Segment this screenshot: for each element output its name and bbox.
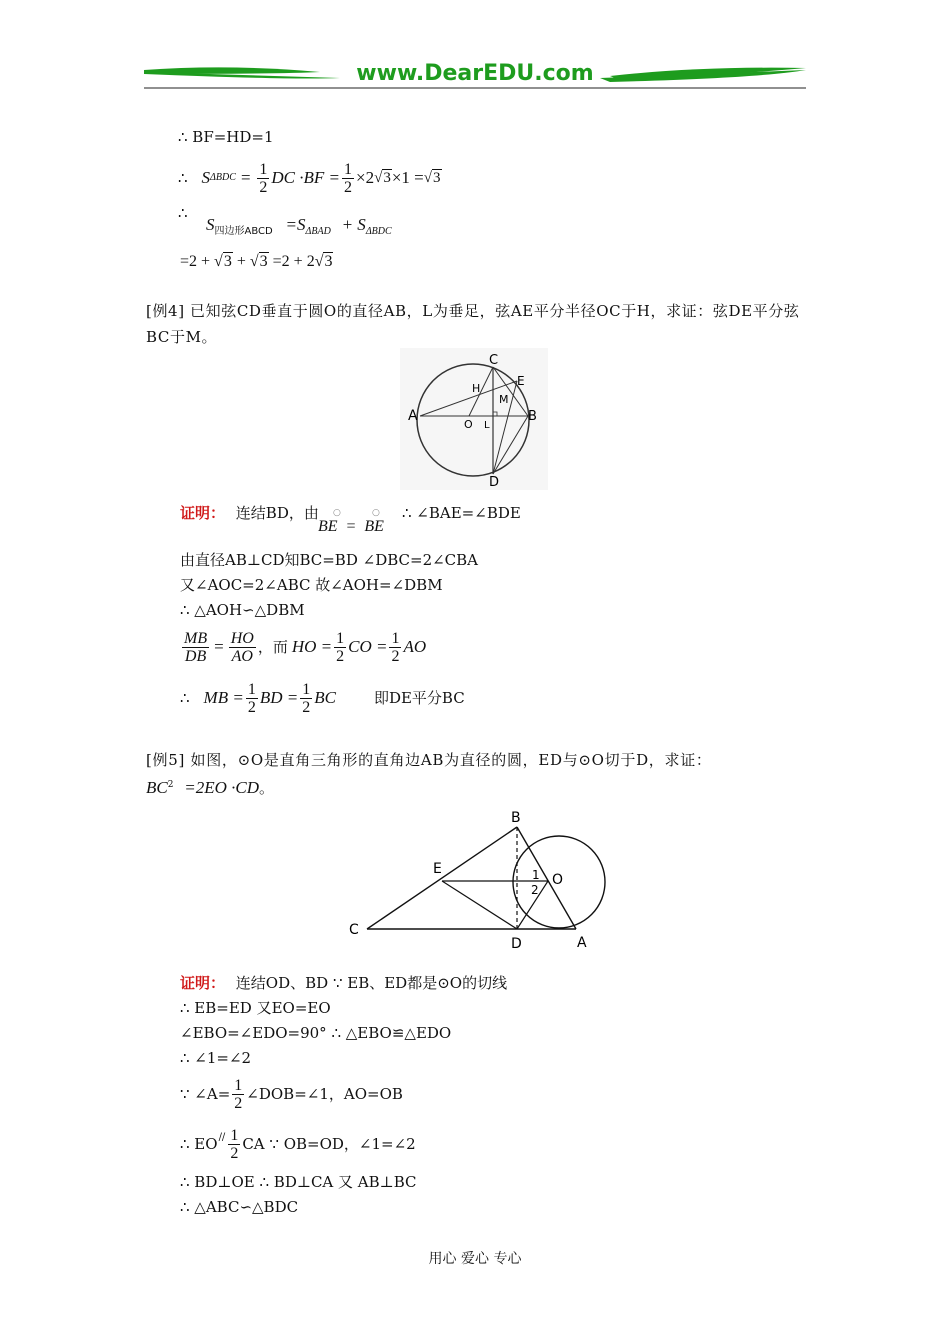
frac-half-1: $\frac{1}{2}$	[259, 160, 268, 196]
svg-text:M: M	[499, 393, 509, 406]
example5-proof-line5: ∵ ∠A= $\frac{1}{2}$ ∠DOB=∠1，AO=OB	[180, 1076, 403, 1112]
svg-text:A: A	[577, 935, 587, 951]
example5-proof-line7: ∴ BD⊥OE ∴ BD⊥CA 又 AB⊥BC	[180, 1173, 417, 1191]
example4-proof-line1: 证明： 连结BD，由 BE = BE ○ ○ ∴ ∠BAE=∠BDE	[180, 504, 521, 535]
example4-figure	[400, 348, 548, 490]
svg-text:E: E	[433, 861, 442, 877]
svg-text:C: C	[349, 922, 359, 938]
arc-be-2: BE	[364, 518, 384, 535]
example5-proof-line4: ∴ ∠1=∠2	[180, 1049, 252, 1067]
tangent-circle-diagram	[345, 808, 615, 956]
svg-text:D: D	[489, 475, 500, 490]
svg-text:E: E	[517, 374, 525, 388]
sqrt-symbol: √3	[374, 170, 391, 186]
example5-statement: [例5] 如图，⊙O是直角三角形的直角边AB为直径的圆，ED与⊙O切于D，求证：	[146, 751, 712, 769]
example4-proof-line6: ∴ MB = $\frac{1}{2}$ BD = $\frac{1}{2}$ BC 即DE平分BC	[180, 680, 465, 716]
example5-proof-line8: ∴ △ABC∽△BDC	[180, 1198, 299, 1216]
example4-proof-line5: $\frac{MB}{DB}$ = $\frac{HO}{AO}$ ，而 HO = $\frac{1}{2}$ CO = $\frac{1}{2}$ AO	[184, 629, 427, 665]
svg-text:O: O	[464, 418, 473, 431]
example5-proof-line3: ∠EBO=∠EDO=90° ∴ △EBO≌△EDO	[180, 1024, 452, 1042]
header-banner	[140, 60, 810, 92]
example4-proof-line3: 又∠AOC=2∠ABC 故∠AOH=∠DBM	[180, 576, 443, 594]
svg-text:B: B	[528, 409, 537, 424]
example5-proof-line2: ∴ EB=ED 又EO=EO	[180, 999, 331, 1017]
svg-text:1: 1	[532, 868, 540, 882]
brand-text: www.DearEDU.com	[356, 61, 594, 86]
svg-text:C: C	[489, 353, 499, 368]
frac-half-2: $\frac{1}{2}$	[344, 160, 353, 196]
svg-text:L: L	[484, 420, 490, 431]
proof-label: 证明：	[180, 504, 226, 522]
arc-be-1: BE	[318, 518, 338, 535]
svg-text:O: O	[552, 872, 564, 888]
example5-figure	[345, 808, 615, 956]
example5-proof-line1: 证明： 连结OD、BD ∵ EB、ED都是⊙O的切线	[180, 974, 508, 992]
proof-label: 证明：	[180, 974, 226, 992]
circle-chord-diagram	[400, 348, 548, 490]
svg-text:B: B	[511, 810, 521, 826]
example5-proof-line6: ∴ EO // $\frac{1}{2}$ CA ∵ OB=OD，∠1=∠2	[180, 1126, 416, 1162]
svg-text:2: 2	[531, 883, 539, 897]
example5-equation: $BC^2 =2EO \cdot CD$。	[146, 778, 275, 797]
page-footer: 用心 爱心 专心	[428, 1251, 522, 1267]
example4-statement: [例4] 已知弦CD垂直于圆O的直径AB，L为垂足，弦AE平分半径OC于H，求证：弦DE平分弦BC于M。	[146, 302, 800, 346]
block1-line2: ∴ S ΔBDC = $\frac{1}{2}$ DC ·BF = $\frac{1}{2}$ ×2 √3 ×1 = √3	[178, 160, 441, 196]
svg-text:A: A	[408, 408, 418, 424]
block1-line1: ∴ BF=HD=1	[178, 128, 274, 146]
block1-line4: =2 + √3 + √3 =2 + 2√3	[180, 253, 333, 270]
svg-text:H: H	[472, 382, 481, 395]
example4-proof-line2: 由直径AB⊥CD知BC=BD ∠DBC=2∠CBA	[180, 551, 479, 569]
sqrt-symbol: √3	[423, 170, 441, 186]
example4-proof-line4: ∴ △AOH∽△DBM	[180, 601, 305, 619]
svg-text:D: D	[511, 936, 522, 952]
